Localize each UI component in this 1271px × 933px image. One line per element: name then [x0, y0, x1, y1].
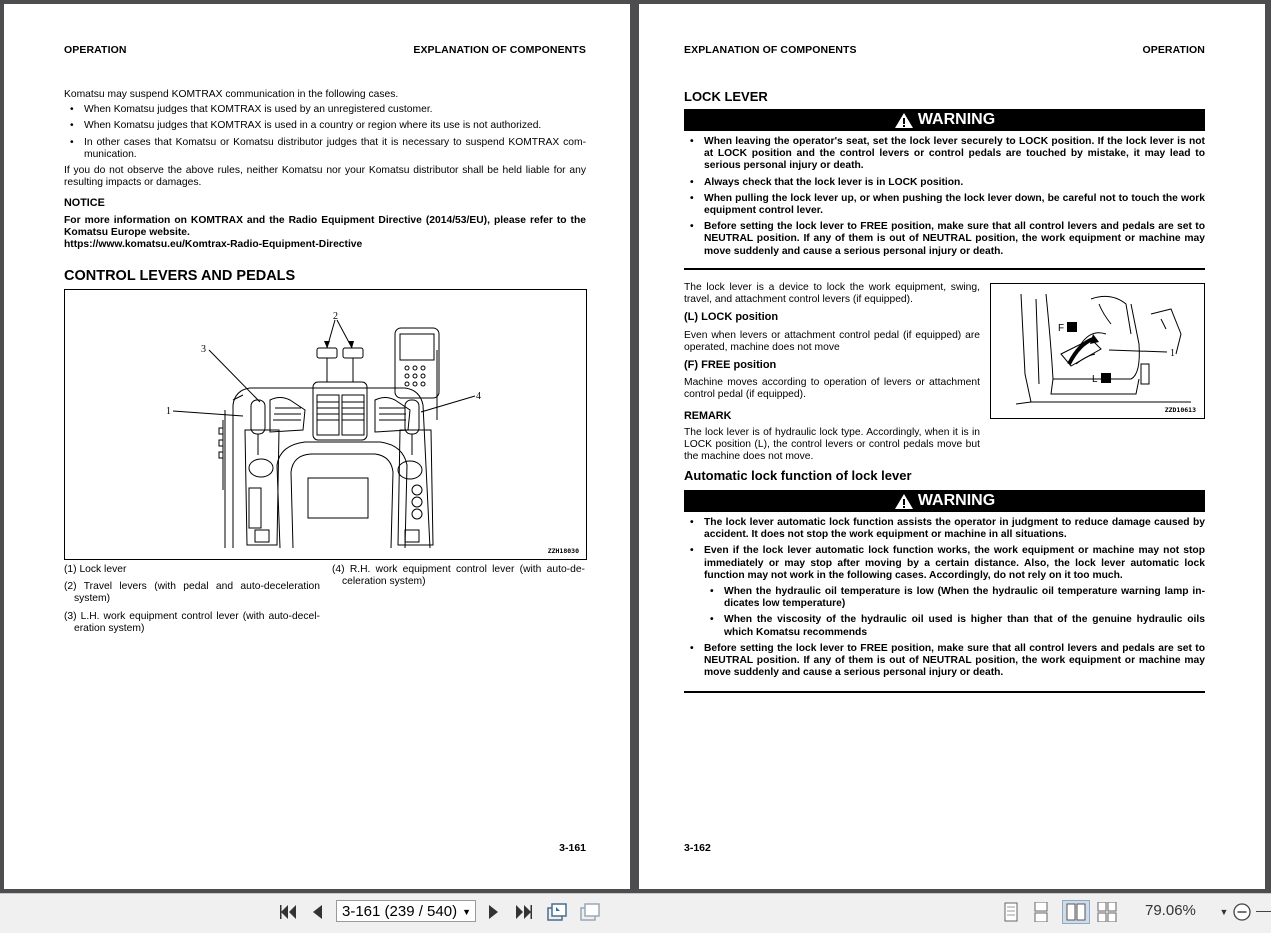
callout-1: 1: [166, 406, 171, 417]
warning-end-rule: [684, 691, 1205, 693]
list-item: • When Komatsu judges that KOMTRAX is used in a country or region where its use is not authorized.: [64, 120, 586, 132]
lock-lever-figure: [990, 283, 1205, 419]
list-item: • Even if the lock lever automatic lock function works, the work equipment or machine may not stop immediately or may stop after moving by a certain distance. Also, the lock lever automatic lock function may not work in the following cases. Accordingly, do not rely on it too much.: [684, 545, 1205, 582]
list-item: • Before setting the lock lever to FREE position, make sure that all control levers and pedals are set to NEUTRAL position. If any of them is out of NEUTRAL position, the work equipment or machine may move suddenly and cause a serious personal injury or death.: [684, 221, 1205, 258]
zoom-slider[interactable]: [1256, 911, 1271, 912]
remark-text: The lock lever is of hydraulic lock type. Accordingly, when it is in LOCK position (L), the control levers or control pedals move but the machine does not move.: [684, 426, 980, 463]
callout-2: 2: [333, 311, 338, 322]
description-text: The lock lever is a device to lock the work equipment, swing, travel, and attachment control levers (if equipped).: [684, 282, 980, 306]
page-number-value: 3-161 (239 / 540): [342, 902, 458, 920]
chevron-down-icon[interactable]: ▼: [1219, 907, 1229, 917]
last-page-icon[interactable]: [512, 901, 534, 923]
figure-code: ZZH18030: [547, 547, 579, 555]
list-item: • The lock lever automatic lock function assists the operator in judgment to reduce damage caused by accident. It does not stop the work equipment or machine in all situations.: [684, 517, 1205, 541]
zoom-out-icon[interactable]: [1232, 901, 1252, 923]
warning-label: WARNING: [917, 111, 996, 128]
lock-lever-illustration: [991, 284, 1204, 418]
single-page-icon[interactable]: [1001, 901, 1021, 923]
callout-4: 4: [476, 391, 481, 402]
suspend-list: [64, 104, 586, 161]
list-item: • When leaving the operator's seat, set the lock lever securely to LOCK position. If the lock lever is not at LOCK position and the control levers or control pedals are touched by mistake, it may lead to serious personal injury or death.: [684, 136, 1205, 173]
notice-link[interactable]: https://www.komatsu.eu/Komtrax-Radio-Equipment-Directive: [64, 239, 363, 251]
caption-3: (3) L.H. work equipment control lever (with auto-decel-eration system): [64, 610, 320, 634]
page-number-field[interactable]: [336, 900, 476, 922]
page-3-161: [4, 4, 630, 889]
callout-3: 3: [201, 344, 206, 355]
lock-lever-description: [684, 282, 980, 463]
warning-banner: [684, 109, 1205, 131]
prev-page-icon[interactable]: [308, 901, 326, 923]
page-number: 3-161: [559, 842, 586, 854]
section-title: CONTROL LEVERS AND PEDALS: [64, 268, 296, 284]
list-item: • In other cases that Komatsu or Komatsu distributor judges that it is necessary to suspend KOMTRAX com-munication.: [64, 137, 586, 161]
callout-1: 1: [1170, 348, 1175, 359]
label-free: F: [1058, 323, 1065, 334]
list-item: • Always check that the lock lever is in LOCK position.: [684, 177, 1205, 189]
notice-text: For more information on KOMTRAX and the Radio Equipment Directive (2014/53/EU), please refer to the Komatsu Europe website.: [64, 214, 586, 238]
warning-banner: [684, 490, 1205, 512]
continuous-two-page-icon[interactable]: [1096, 901, 1118, 923]
warning-triangle-icon: [894, 493, 914, 510]
list-item: • When pulling the lock lever up, or when pushing the lock lever down, be careful not to touch the work equipment control lever.: [684, 193, 1205, 217]
list-item: • Before setting the lock lever to FREE position, make sure that all control levers and pedals are set to NEUTRAL position. If any of them is out of NEUTRAL position, the work equipment or machine may move suddenly and cause a serious personal injury or death.: [684, 643, 1205, 680]
free-position-text: Machine moves according to operation of levers or attachment control pedal (if equipped).: [684, 377, 980, 401]
auto-lock-title: Automatic lock function of lock lever: [684, 468, 912, 483]
caption-1: (1) Lock lever: [64, 564, 127, 575]
page-3-162: [639, 4, 1265, 889]
warning-end-rule: [684, 268, 1205, 270]
figure-code: ZZD10613: [1164, 406, 1196, 414]
free-position-title: (F) FREE position: [684, 359, 777, 372]
next-view-icon[interactable]: [578, 901, 602, 923]
header-right: EXPLANATION OF COMPONENTS: [413, 44, 586, 56]
cab-controls-illustration: [65, 290, 586, 559]
two-page-icon[interactable]: [1062, 900, 1090, 924]
warning-list-2: [684, 515, 1205, 683]
label-lock: L: [1092, 374, 1098, 385]
zoom-level[interactable]: 79.06%: [1145, 902, 1196, 919]
page-number: 3-162: [684, 842, 711, 854]
control-levers-figure: [64, 289, 587, 560]
warning-triangle-icon: [894, 112, 914, 129]
notice-title: NOTICE: [64, 197, 105, 210]
header-left: OPERATION: [64, 44, 127, 56]
prev-view-icon[interactable]: [545, 901, 569, 923]
continuous-icon[interactable]: [1031, 901, 1051, 923]
section-title: LOCK LEVER: [684, 89, 768, 104]
lock-position-text: Even when levers or attachment control pedal (if equipped) are operated, machine does not move: [684, 329, 980, 353]
lock-position-title: (L) LOCK position: [684, 311, 779, 324]
chevron-down-icon[interactable]: ▼: [462, 907, 471, 917]
list-item: • When the hydraulic oil temperature is low (When the hydraulic oil temperature warning lamp in-dicates low temperature): [704, 586, 1205, 610]
liability-text: If you do not observe the above rules, neither Komatsu nor your Komatsu distributor shall be held liable for any resulting impacts or damages.: [64, 165, 586, 189]
caption-2: (2) Travel levers (with pedal and auto-deceleration system): [64, 581, 320, 605]
header-left: EXPLANATION OF COMPONENTS: [684, 44, 857, 56]
next-page-icon[interactable]: [485, 901, 503, 923]
captions-left: [64, 564, 320, 635]
warning-list-1: [684, 134, 1205, 262]
list-item: • When Komatsu judges that KOMTRAX is used by an unregistered customer.: [64, 104, 586, 116]
caption-4: (4) R.H. work equipment control lever (with auto-de-celeration system): [332, 564, 585, 588]
komtrax-section: [64, 89, 586, 251]
list-item: • When the viscosity of the hydraulic oil used is higher than that of the genuine hydraulic oils which Komatsu recommends: [704, 614, 1205, 638]
warning-label: WARNING: [917, 492, 996, 509]
remark-title: REMARK: [684, 409, 732, 422]
intro-text: Komatsu may suspend KOMTRAX communication in the following cases.: [64, 89, 399, 100]
first-page-icon[interactable]: [278, 901, 300, 923]
header-right: OPERATION: [1142, 44, 1205, 56]
